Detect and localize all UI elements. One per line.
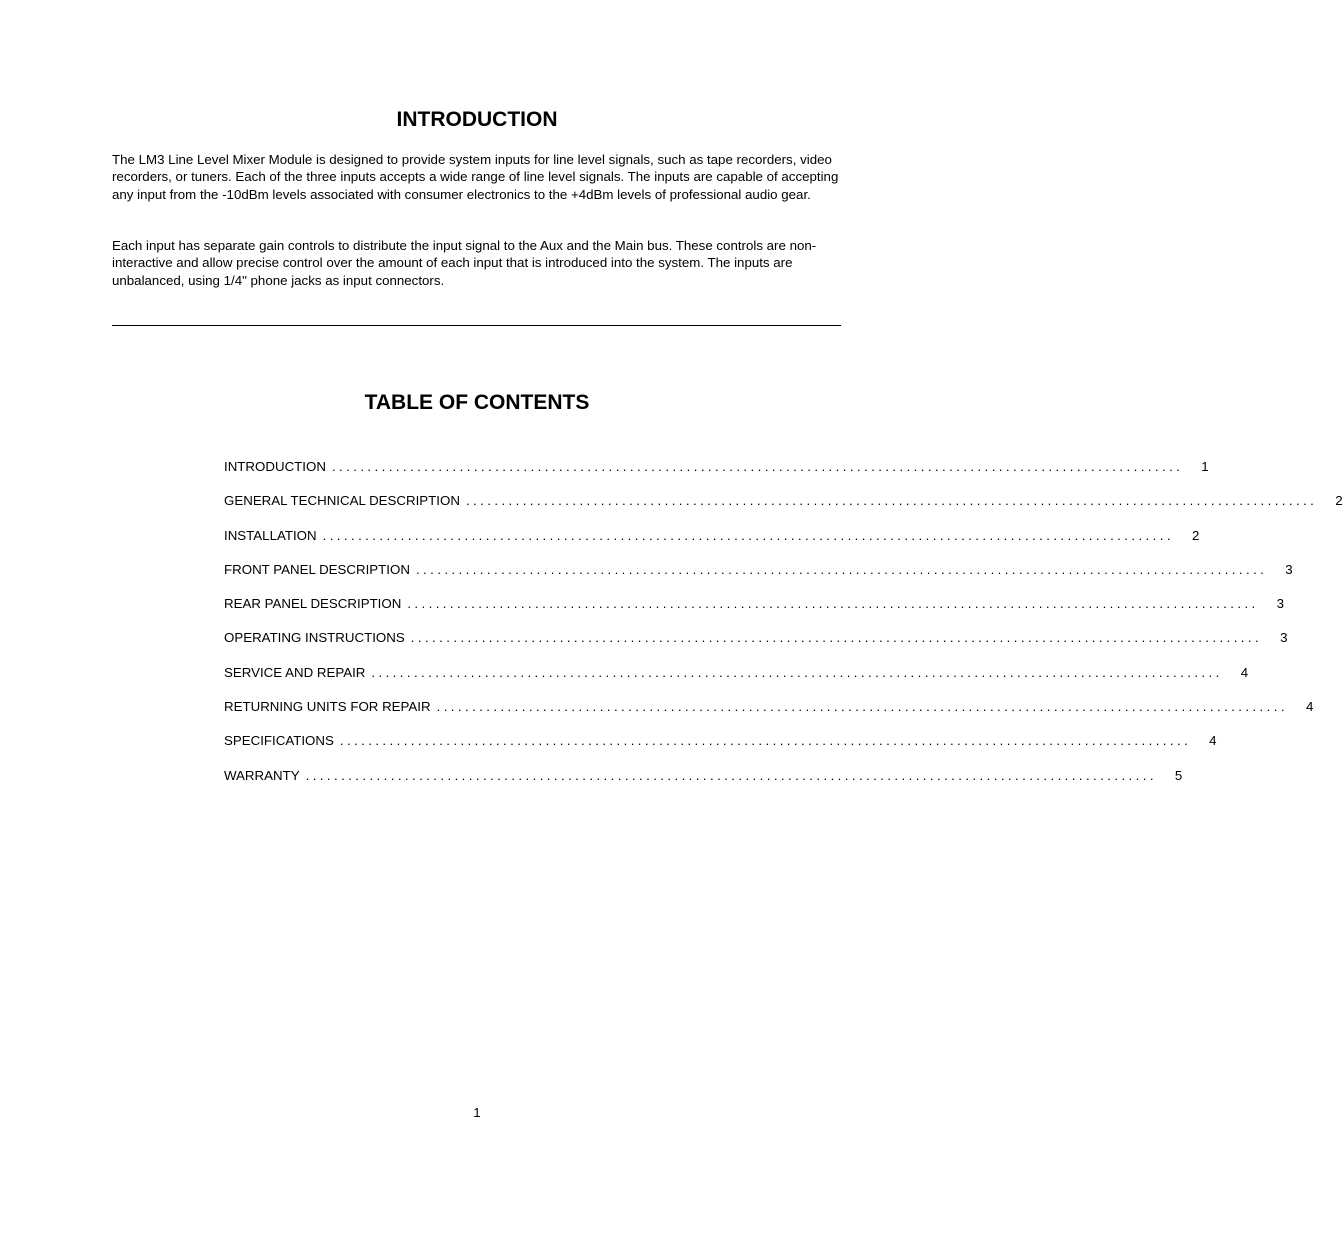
toc-entry-title: INSTALLATION [224, 527, 323, 544]
toc-entry-title: WARRANTY [224, 767, 306, 784]
toc-entry[interactable] [224, 629, 1288, 663]
toc-entry[interactable] [224, 492, 1343, 526]
toc-entry[interactable] [224, 698, 1314, 732]
toc-entry-page: 3 [1276, 596, 1285, 612]
toc-entry-title: REAR PANEL DESCRIPTION [224, 595, 407, 612]
toc-entry[interactable] [224, 561, 1293, 595]
toc-entry[interactable] [224, 527, 1200, 561]
toc-dot-leader: ........................................................................................................................ [415, 561, 1268, 577]
toc-entry[interactable] [224, 595, 1285, 629]
toc-entry[interactable] [224, 664, 1249, 698]
toc-entry[interactable] [224, 458, 1209, 492]
toc-entry-page: 3 [1285, 561, 1293, 577]
toc-entry-page: 2 [1335, 493, 1343, 509]
toc-entry-title: INTRODUCTION [224, 458, 332, 475]
introduction-paragraph-2: Each input has separate gain controls to distribute the input signal to the Aux and the Main bus. These controls are non-interactive and allow precise control over the amount of each input that is introduced into the system. The inputs are unbalanced, using 1/4" phone jacks as input connectors. [112, 238, 817, 288]
table-of-contents [224, 458, 1343, 801]
toc-entry-title: SPECIFICATIONS [224, 732, 340, 749]
toc-dot-leader: ........................................................................................................................ [339, 733, 1192, 749]
toc-dot-leader: ........................................................................................................................ [436, 699, 1288, 715]
toc-dot-leader: ........................................................................................................................ [371, 664, 1223, 680]
introduction-paragraph-1: The LM3 Line Level Mixer Module is designed to provide system inputs for line level signals, such as tape recorders, video recorders, or tuners. Each of the three inputs accepts a wide range of line level signals. The inputs are capable of accepting any input from the -10dBm levels associated with consumer electronics to the +4dBm levels of professional audio gear. [112, 152, 839, 202]
toc-heading: TABLE OF CONTENTS [364, 391, 590, 414]
toc-entry-title: OPERATING INSTRUCTIONS [224, 629, 411, 646]
section-divider [112, 325, 841, 326]
toc-entry-page: 4 [1209, 733, 1217, 749]
toc-dot-leader: ........................................................................................................................ [331, 459, 1184, 474]
toc-dot-leader: ........................................................................................................................ [410, 630, 1263, 646]
toc-entry-page: 2 [1191, 527, 1200, 543]
toc-entry[interactable] [224, 767, 1183, 801]
toc-entry-title: FRONT PANEL DESCRIPTION [224, 561, 416, 578]
introduction-heading: INTRODUCTION [396, 108, 558, 131]
toc-entry-title: RETURNING UNITS FOR REPAIR [224, 698, 437, 715]
toc-entry-page: 1 [1201, 459, 1209, 474]
toc-entry-page: 4 [1240, 664, 1249, 680]
toc-entry-page: 3 [1280, 630, 1288, 646]
toc-dot-leader: ........................................................................................................................ [465, 493, 1318, 509]
page-number: 1 [473, 1105, 481, 1120]
toc-entry-page: 4 [1305, 699, 1314, 715]
toc-dot-leader: ........................................................................................................................ [322, 527, 1174, 543]
toc-entry-page: 5 [1174, 767, 1183, 783]
toc-dot-leader: ........................................................................................................................ [305, 767, 1157, 783]
toc-entry[interactable] [224, 732, 1217, 766]
toc-entry-title: GENERAL TECHNICAL DESCRIPTION [224, 492, 466, 509]
toc-entry-title: SERVICE AND REPAIR [224, 664, 371, 681]
toc-dot-leader: ........................................................................................................................ [407, 596, 1259, 612]
